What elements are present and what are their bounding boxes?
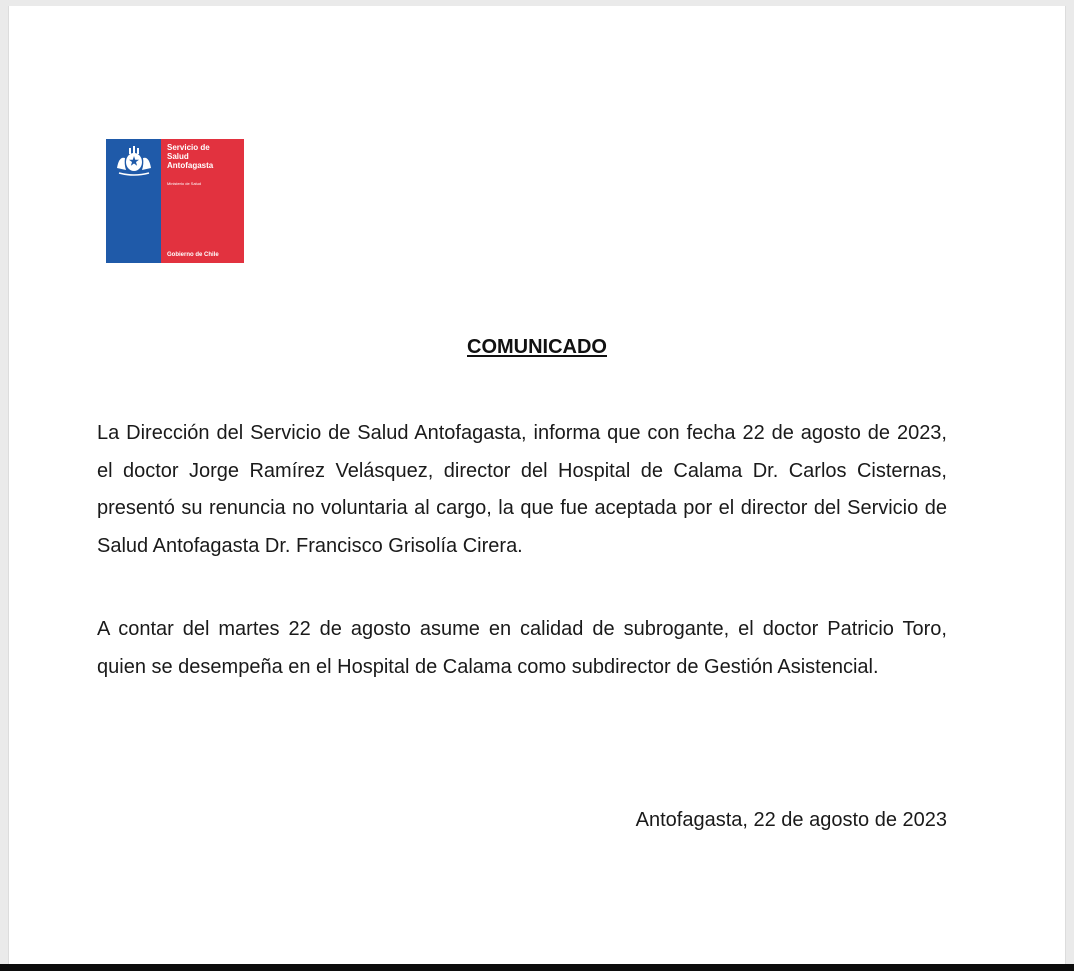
bottom-edge-bar — [0, 964, 1074, 971]
logo-red-panel — [161, 139, 244, 263]
place-and-date: Antofagasta, 22 de agosto de 2023 — [635, 809, 947, 831]
logo-blue-panel — [106, 139, 161, 263]
paragraph-1: La Dirección del Servicio de Salud Antofagasta, informa que con fecha 22 de agosto de 2023, el doctor Jorge Ramírez Velásquez, director del Hospital de Calama Dr. Carlos Cisternas, presentó su renuncia no voluntaria al cargo, la que fue aceptada por el director del Servicio de Salud Antofagasta Dr. Francisco Grisolía Cirera. — [97, 422, 947, 558]
document-title: COMUNICADO — [467, 336, 607, 358]
logo-ministry: Ministerio de Salud — [167, 181, 202, 186]
document-page — [8, 6, 1066, 964]
servicio-salud-logo — [106, 139, 244, 263]
paragraph-2: A contar del martes 22 de agosto asume en calidad de subrogante, el doctor Patricio Toro, quien se desempeña en el Hospital de Calama como subdirector de Gestión Asistencial. — [97, 618, 947, 678]
chile-coat-of-arms-icon — [113, 144, 155, 178]
logo-service-name: Servicio de Salud Antofagasta — [167, 143, 214, 170]
logo-government: Gobierno de Chile — [167, 252, 219, 258]
